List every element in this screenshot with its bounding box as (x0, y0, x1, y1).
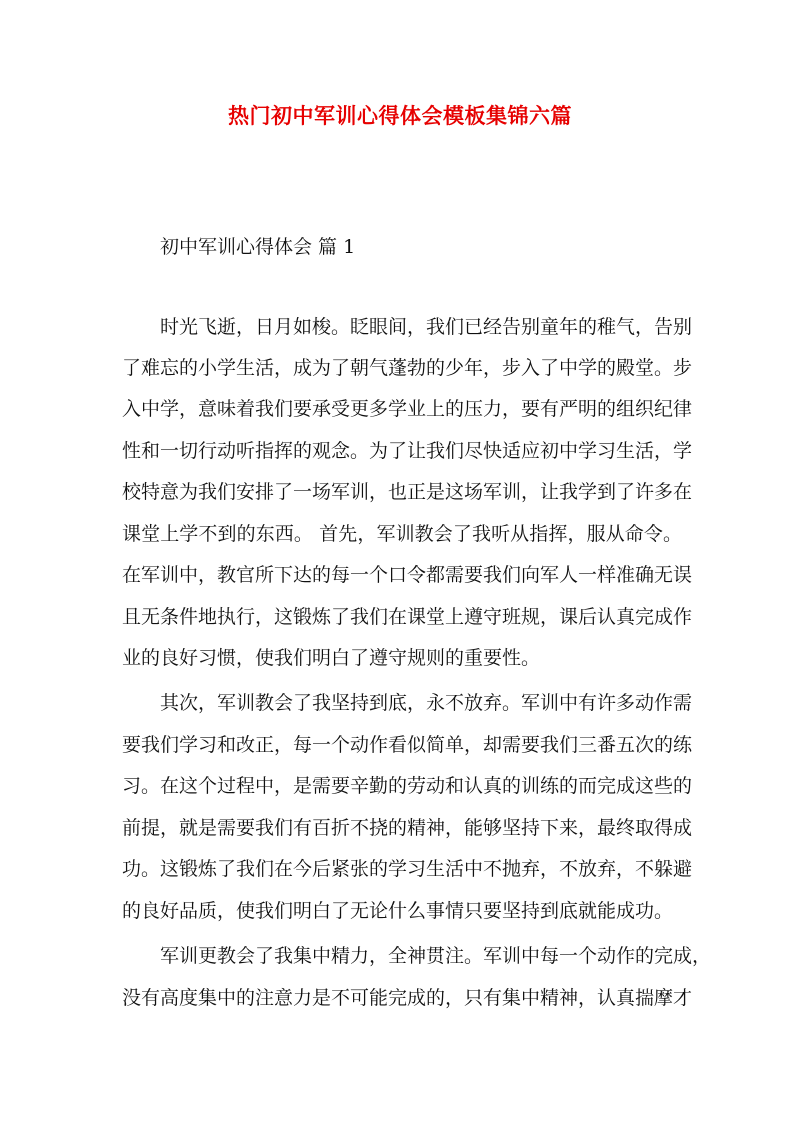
section-heading: 初中军训心得体会 篇 1 (160, 236, 356, 258)
paragraph-line: 习。在这个过程中，是需要辛勤的劳动和认真的训练的而完成这些的 (122, 775, 693, 797)
paragraph-line: 要我们学习和改正，每一个动作看似简单，却需要我们三番五次的练 (122, 734, 693, 756)
paragraph-line: 的良好品质，使我们明白了无论什么事情只要坚持到底就能成功。 (122, 900, 674, 922)
paragraph-line: 没有高度集中的注意力是不可能完成的，只有集中精神，认真揣摩才 (122, 987, 693, 1009)
paragraph-line: 课堂上学不到的东西。 首先，军训教会了我听从指挥，服从命令。 (122, 523, 682, 545)
paragraph-line: 入中学，意味着我们要承受更多学业上的压力，要有严明的组织纪律 (122, 398, 693, 420)
paragraph-line: 性和一切行动听指挥的观念。为了让我们尽快适应初中学习生活，学 (122, 440, 693, 462)
paragraph-line: 前提，就是需要我们有百折不挠的精神，能够坚持下来，最终取得成 (122, 817, 693, 839)
document-title: 热门初中军训心得体会模板集锦六篇 (228, 103, 572, 128)
paragraph-line: 且无条件地执行，这锻炼了我们在课堂上遵守班规，课后认真完成作 (122, 606, 693, 628)
paragraph-line: 在军训中，教官所下达的每一个口令都需要我们向军人一样准确无误 (122, 564, 693, 586)
paragraph-line: 功。这锻炼了我们在今后紧张的学习生活中不抛弃，不放弃，不躲避 (122, 858, 693, 880)
paragraph-line: 业的良好习惯，使我们明白了遵守规则的重要性。 (122, 647, 541, 669)
paragraph-line: 其次，军训教会了我坚持到底，永不放弃。军训中有许多动作需 (122, 692, 693, 714)
paragraph-line: 时光飞逝，日月如梭。眨眼间，我们已经告别童年的稚气，告别 (122, 316, 693, 338)
paragraph-line: 军训更教会了我集中精力，全神贯注。军训中每一个动作的完成， (122, 945, 712, 967)
paragraph-line: 校特意为我们安排了一场军训，也正是这场军训，让我学到了许多在 (122, 481, 693, 503)
paragraph-line: 了难忘的小学生活，成为了朝气蓬勃的少年，步入了中学的殿堂。步 (122, 357, 693, 379)
